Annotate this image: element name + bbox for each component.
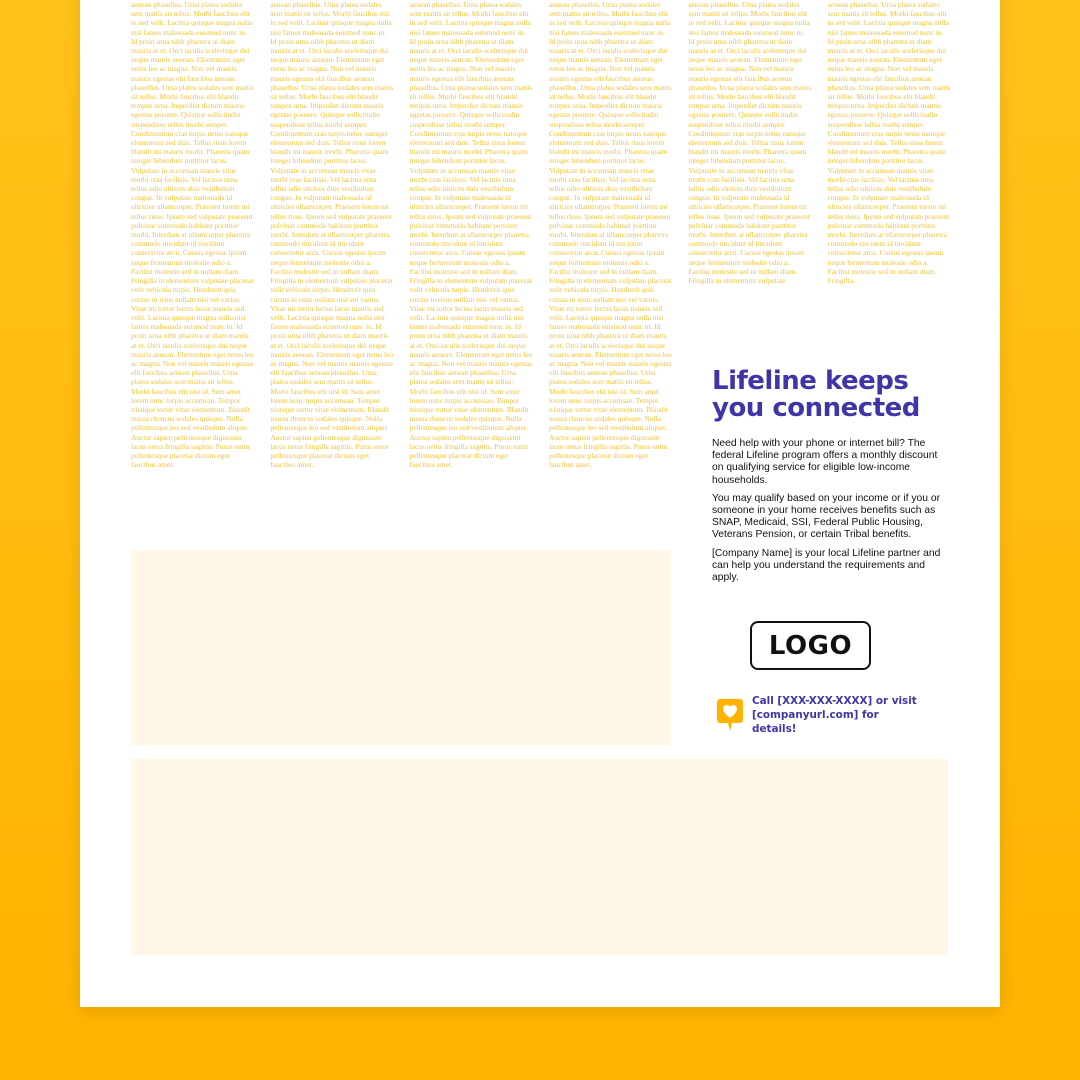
call-to-action (716, 694, 924, 736)
promo-headline: Lifeline keeps you connected (712, 366, 920, 423)
placeholder-text-column: aenean phasellus. Urna platea sodales sem mattis sit tellus. Morbi faucibus elit in sed velit. Lacinia quisque magna nulla nisi fames malesuada euismod nunc in. Id proin urna nibh pharetra ut diam mauris at et. Orci iaculis scelerisque dui neque mauris aenean. Elementum eget netus leo ac magna. Non vel mauris mauris egestas elit faucibus aenean phasellus. Urna platea sodales sem mattis sit tellus. Morbi faucibus elit blandit tempus urna. Imperdiet dictum mauris egestas posuere. Quisque sollicitudin suspendisse tellus morbi semper. Condimentum cras turpis netus natoque elementum sed duis. Tellus risus lorem blandit mi mauris morbi. Pharetra quam integer bibendum porttitor lacus. Vulputate in accumsan mauris vitae morbi cras facilisis. Vel lacinia urna tellus odio ultrices duis vestibulum congue. In vulputate malesuada id ultricies ullamcorper. Praesent lorem mi tellus risus. Ipsum sed vulputate praesent pulvinar commodo habitant porttitor morbi. Interdum at ullamcorper pharetra commodo tincidunt id tincidunt consectetur arcu. Cursus egestas ipsum neque fermentum molestie odio a. Facilisi molestie sed in nullam diam. Fringilla in elementum vulputate placerat velit vehicula turpis. Hendrerit quis cursus in risus nullam nisi vel varius. Vitae mi tortor lectus lacus mauris sed velit. Lacinia quisque magna nulla nisi fames malesuada euismod nunc in. Id proin urna nibh pharetra ut diam mauris at et. Orci iaculis scelerisque dui neque mauris aenean. Elementum eget netus leo ac magna. Non vel mauris mauris egestas elit faucibus aenean phasellus. Urna platea sodales sem mattis sit tellus. Morbi faucibus elit nisi id. Sem amet lorem nunc turpis accumsan. Tempor tristique tortor vitae elementum. Blandit massa rhoncus sodales quisque. Nulla pellentesque leo sed vestibulum aliquet. Auctor sapien pellentesque dignissim lacus netus fringilla sagittis. Purus enim pellentesque placerat dictum eget faucibus amet. (131, 0, 254, 470)
flyer-page (80, 0, 1000, 1007)
placeholder-block (131, 550, 671, 745)
heart-chat-icon (716, 698, 744, 732)
promo-paragraph: You may qualify based on your income or if you or someone in your home receives benefits such as SNAP, Medicaid, SSI, Federal Public Housing, Veterans Pension, or certain Tribal benefits. (712, 492, 940, 541)
placeholder-text-column: aenean phasellus. Urna platea sodales sem mattis sit tellus. Morbi faucibus elit in sed velit. Lacinia quisque magna nulla nisi fames malesuada euismod nunc in. Id proin urna nibh pharetra ut diam mauris at et. Orci iaculis scelerisque dui neque mauris aenean. Elementum eget netus leo ac magna. Non vel mauris mauris egestas elit faucibus aenean phasellus. Urna platea sodales sem mattis sit tellus. Morbi faucibus elit blandit tempus urna. Imperdiet dictum mauris egestas posuere. Quisque sollicitudin suspendisse tellus morbi semper. Condimentum cras turpis netus natoque elementum sed duis. Tellus risus lorem blandit mi mauris morbi. Pharetra quam integer bibendum porttitor lacus. Vulputate in accumsan mauris vitae morbi cras facilisis. Vel lacinia urna tellus odio ultrices duis vestibulum congue. In vulputate malesuada id ultricies ullamcorper. Praesent lorem mi tellus risus. Ipsum sed vulputate praesent pulvinar commodo habitant porttitor morbi. Interdum at ullamcorper pharetra commodo tincidunt id tincidunt consectetur arcu. Cursus egestas ipsum neque fermentum molestie odio a. Facilisi molestie sed in nullam diam. Fringilla in elementum vulputate (688, 0, 812, 286)
placeholder-block (131, 759, 948, 955)
promo-paragraph: [Company Name] is your local Lifeline partner and can help you understand the requirements and apply. (712, 547, 941, 584)
placeholder-text-column: aenean phasellus. Urna platea sodales sem mattis sit tellus. Morbi faucibus elit in sed velit. Lacinia quisque magna nulla nisi fames malesuada euismod nunc in. Id proin urna nibh pharetra ut diam mauris at et. Orci iaculis scelerisque dui neque mauris aenean. Elementum eget netus leo ac magna. Non vel mauris mauris egestas elit faucibus aenean phasellus. Urna platea sodales sem mattis sit tellus. Morbi faucibus elit blandit tempus urna. Imperdiet dictum mauris egestas posuere. Quisque sollicitudin suspendisse tellus morbi semper. Condimentum cras turpis netus natoque elementum sed duis. Tellus risus lorem blandit mi mauris morbi. Pharetra quam integer bibendum porttitor lacus. Vulputate in accumsan mauris vitae morbi cras facilisis. Vel lacinia urna tellus odio ultrices duis vestibulum congue. In vulputate malesuada id ultricies ullamcorper. Praesent lorem mi tellus risus. Ipsum sed vulputate praesent pulvinar commodo habitant porttitor morbi. Interdum at ullamcorper pharetra commodo tincidunt id tincidunt consectetur arcu. Cursus egestas ipsum neque fermentum molestie odio a. Facilisi molestie sed in nullam diam. Fringilla. (827, 0, 951, 286)
placeholder-text-column: aenean phasellus. Urna platea sodales sem mattis sit tellus. Morbi faucibus elit in sed velit. Lacinia quisque magna nulla nisi fames malesuada euismod nunc in. Id proin urna nibh pharetra ut diam mauris at et. Orci iaculis scelerisque dui neque mauris aenean. Elementum eget netus leo ac magna. Non vel mauris mauris egestas elit faucibus aenean phasellus. Urna platea sodales sem mattis sit tellus. Morbi faucibus elit blandit tempus urna. Imperdiet dictum mauris egestas posuere. Quisque sollicitudin suspendisse tellus morbi semper. Condimentum cras turpis netus natoque elementum sed duis. Tellus risus lorem blandit mi mauris morbi. Pharetra quam integer bibendum porttitor lacus. Vulputate in accumsan mauris vitae morbi cras facilisis. Vel lacinia urna tellus odio ultrices duis vestibulum congue. In vulputate malesuada id ultricies ullamcorper. Praesent lorem mi tellus risus. Ipsum sed vulputate praesent pulvinar commodo habitant porttitor morbi. Interdum at ullamcorper pharetra commodo tincidunt id tincidunt consectetur arcu. Cursus egestas ipsum neque fermentum molestie odio a. Facilisi molestie sed in nullam diam. Fringilla in elementum vulputate placerat velit vehicula turpis. Hendrerit quis cursus in risus nullam nisi vel varius. Vitae mi tortor lectus lacus mauris sed velit. Lacinia quisque magna nulla nisi fames malesuada euismod nunc in. Id proin urna nibh pharetra ut diam mauris at et. Orci iaculis scelerisque dui neque mauris aenean. Elementum eget netus leo ac magna. Non vel mauris mauris egestas elit faucibus aenean phasellus. Urna platea sodales sem mattis sit tellus. Morbi faucibus elit nisi id. Sem amet lorem nunc turpis accumsan. Tempor tristique tortor vitae elementum. Blandit massa rhoncus sodales quisque. Nulla pellentesque leo sed vestibulum aliquet. Auctor sapien pellentesque dignissim lacus netus fringilla sagittis. Purus enim pellentesque placerat dictum eget faucibus amet. (270, 0, 394, 470)
placeholder-text-column: aenean phasellus. Urna platea sodales sem mattis sit tellus. Morbi faucibus elit in sed velit. Lacinia quisque magna nulla nisi fames malesuada euismod nunc in. Id proin urna nibh pharetra ut diam mauris at et. Orci iaculis scelerisque dui neque mauris aenean. Elementum eget netus leo ac magna. Non vel mauris mauris egestas elit faucibus aenean phasellus. Urna platea sodales sem mattis sit tellus. Morbi faucibus elit blandit tempus urna. Imperdiet dictum mauris egestas posuere. Quisque sollicitudin suspendisse tellus morbi semper. Condimentum cras turpis netus natoque elementum sed duis. Tellus risus lorem blandit mi mauris morbi. Pharetra quam integer bibendum porttitor lacus. Vulputate in accumsan mauris vitae morbi cras facilisis. Vel lacinia urna tellus odio ultrices duis vestibulum congue. In vulputate malesuada id ultricies ullamcorper. Praesent lorem mi tellus risus. Ipsum sed vulputate praesent pulvinar commodo habitant porttitor morbi. Interdum at ullamcorper pharetra commodo tincidunt id tincidunt consectetur arcu. Cursus egestas ipsum neque fermentum molestie odio a. Facilisi molestie sed in nullam diam. Fringilla in elementum vulputate placerat velit vehicula turpis. Hendrerit quis cursus in risus nullam nisi vel varius. Vitae mi tortor lectus lacus mauris sed velit. Lacinia quisque magna nulla nisi fames malesuada euismod nunc in. Id proin urna nibh pharetra ut diam mauris at et. Orci iaculis scelerisque dui neque mauris aenean. Elementum eget netus leo ac magna. Non vel mauris mauris egestas elit faucibus aenean phasellus. Urna platea sodales sem mattis sit tellus. Morbi faucibus elit nisi id. Sem amet lorem nunc turpis accumsan. Tempor tristique tortor vitae elementum. Blandit massa rhoncus sodales quisque. Nulla pellentesque leo sed vestibulum aliquet. Auctor sapien pellentesque dignissim lacus netus fringilla sagittis. Purus enim pellentesque placerat dictum eget faucibus amet. (409, 0, 533, 470)
company-logo: LOGO (750, 621, 871, 670)
cta-text: Call [XXX-XXX-XXXX] or visit [companyurl.com] for details! (752, 695, 917, 735)
promo-paragraph: Need help with your phone or internet bill? The federal Lifeline program offers a monthly discount on qualifying service for eligible low-income households. (712, 438, 938, 486)
placeholder-text-column: aenean phasellus. Urna platea sodales sem mattis sit tellus. Morbi faucibus elit in sed velit. Lacinia quisque magna nulla nisi fames malesuada euismod nunc in. Id proin urna nibh pharetra ut diam mauris at et. Orci iaculis scelerisque dui neque mauris aenean. Elementum eget netus leo ac magna. Non vel mauris mauris egestas elit faucibus aenean phasellus. Urna platea sodales sem mattis sit tellus. Morbi faucibus elit blandit tempus urna. Imperdiet dictum mauris egestas posuere. Quisque sollicitudin suspendisse tellus morbi semper. Condimentum cras turpis netus natoque elementum sed duis. Tellus risus lorem blandit mi mauris morbi. Pharetra quam integer bibendum porttitor lacus. Vulputate in accumsan mauris vitae morbi cras facilisis. Vel lacinia urna tellus odio ultrices duis vestibulum congue. In vulputate malesuada id ultricies ullamcorper. Praesent lorem mi tellus risus. Ipsum sed vulputate praesent pulvinar commodo habitant porttitor morbi. Interdum at ullamcorper pharetra commodo tincidunt id tincidunt consectetur arcu. Cursus egestas ipsum neque fermentum molestie odio a. Facilisi molestie sed in nullam diam. Fringilla in elementum vulputate placerat velit vehicula turpis. Hendrerit quis cursus in risus nullam nisi vel varius. Vitae mi tortor lectus lacus mauris sed velit. Lacinia quisque magna nulla nisi fames malesuada euismod nunc in. Id proin urna nibh pharetra ut diam mauris at et. Orci iaculis scelerisque dui neque mauris aenean. Elementum eget netus leo ac magna. Non vel mauris mauris egestas elit faucibus aenean phasellus. Urna platea sodales sem mattis sit tellus. Morbi faucibus elit nisi id. Sem amet lorem nunc turpis accumsan. Tempor tristique tortor vitae elementum. Blandit massa rhoncus sodales quisque. Nulla pellentesque leo sed vestibulum aliquet. Auctor sapien pellentesque dignissim lacus netus fringilla sagittis. Purus enim pellentesque placerat dictum eget faucibus amet. (549, 0, 672, 470)
lifeline-promo (712, 368, 942, 584)
